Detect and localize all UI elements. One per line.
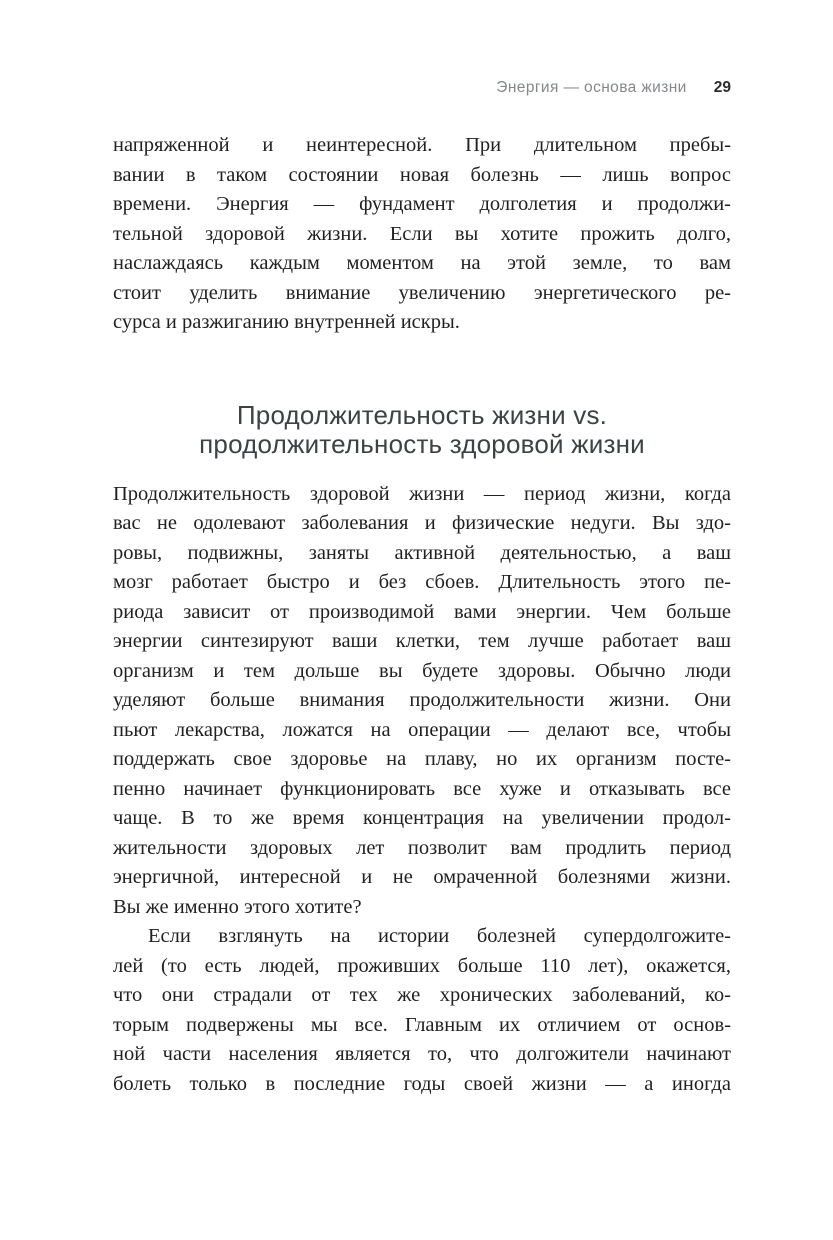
paragraphs-before-heading [113,131,731,338]
text-line: пьют лекарства, ложатся на операции — делают все, чтобы [113,718,731,741]
section-heading [113,401,731,459]
text-line: Если взглянуть на истории болезней супердолгожите- [148,925,731,947]
text-line: болеть только в последние годы своей жизни — а иногда [113,1072,731,1095]
text-line: чаще. В то же время концентрация на увеличении продол- [113,807,731,829]
text-line: тельной здоровой жизни. Если вы хотите прожить долго, [113,222,731,245]
text-line: энергичной, интересной и не омраченной болезнями жизни. [113,866,731,888]
text-line: поддержать свое здоровье на плаву, но их организм посте- [113,748,731,770]
text-line: наслаждаясь каждым моментом на этой земле, то вам [113,252,731,274]
page-number: 29 [713,79,731,96]
text-line: торым подвержены мы все. Главным их отличием от основ- [113,1013,731,1036]
text-line: уделяют больше внимания продолжительности жизни. Они [113,689,731,711]
text-line: времени. Энергия — фундамент долголетия и продолжи- [113,193,731,215]
text-line: Продолжительность здоровой жизни — период жизни, когда [113,482,731,505]
text-line: риода зависит от производимой вами энергии. Чем больше [113,600,731,623]
text-line: ной части населения является то, что долгожители начинают [113,1043,731,1065]
text-line: вании в таком состоянии новая болезнь — лишь вопрос [113,163,731,186]
paragraphs-after-heading [113,480,731,1100]
text-line: ровы, подвижны, заняты активной деятельностью, а ваш [113,541,731,564]
paragraph [113,922,731,1099]
text-line: стоит уделить внимание увеличению энергетического ре- [113,281,731,304]
text-line: организм и тем дольше вы будете здоровы. Обычно люди [113,659,731,682]
text-line: жительности здоровых лет позволит вам продлить период [113,836,731,859]
text-line: Вы же именно этого хотите? [113,895,362,918]
paragraph [113,480,731,923]
text-line: напряженной и неинтересной. При длительном пребы- [113,134,731,156]
paragraph [113,131,731,338]
text-line: что они страдали от тех же хронических заболеваний, ко- [113,984,731,1006]
text-column [113,131,731,1099]
text-line: пенно начинает функционировать все хуже и отказывать все [113,777,731,800]
running-header [113,79,731,97]
text-line: лей (то есть людей, проживших больше 110 лет), окажется, [113,954,731,977]
text-line: мозг работает быстро и без сбоев. Длительность этого пе- [113,571,731,593]
section-heading-line-1: Продолжительность жизни vs. [236,399,608,430]
text-line: сурса и разжиганию внутренней искры. [113,311,460,333]
text-line: вас не одолевают заболевания и физические недуги. Вы здо- [113,512,731,534]
text-line: энергии синтезируют ваши клетки, тем лучше работает ваш [113,630,731,652]
section-heading-line-2: продолжительность здоровой жизни [199,428,645,459]
running-title: Энергия — основа жизни [496,79,687,96]
